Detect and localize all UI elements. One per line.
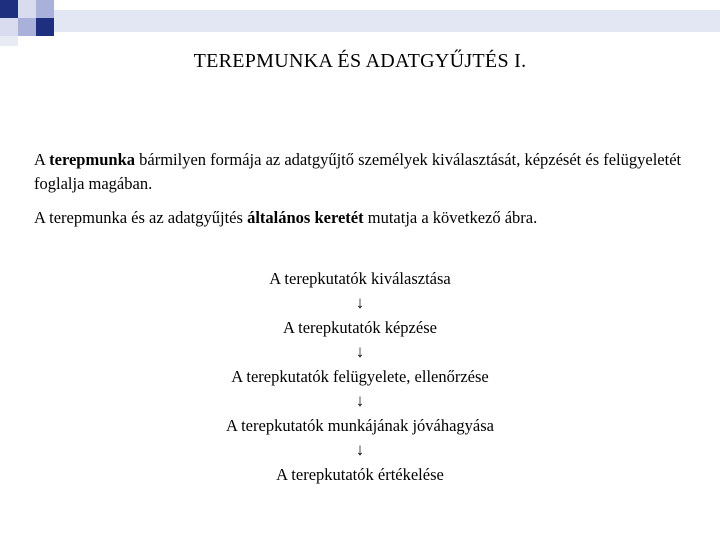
- decor-square-navy-1: [0, 0, 18, 18]
- process-flow: [0, 266, 720, 487]
- paragraph-definition-start: A: [34, 150, 50, 169]
- flow-step-selection: A terepkutatók kiválasztása: [269, 269, 451, 288]
- flow-step-training: A terepkutatók képzése: [283, 318, 437, 337]
- down-arrow-icon: ↓: [355, 342, 365, 361]
- flow-step-validation: A terepkutatók munkájának jóváhagyása: [225, 416, 495, 435]
- paragraph-framework-start: A terepmunka és az adatgyűjtés: [34, 208, 248, 227]
- paragraph-definition-bold: terepmunka: [49, 150, 136, 169]
- paragraph-framework-bold: általános keretét: [247, 208, 364, 227]
- decor-square-light-3: [0, 36, 18, 46]
- decor-square-navy-2: [36, 18, 54, 36]
- decor-square-light-1: [18, 0, 36, 18]
- decor-square-periwinkle-2: [18, 18, 36, 36]
- paragraph-framework: [34, 206, 684, 230]
- header-decoration: [0, 0, 720, 48]
- down-arrow-icon: ↓: [355, 440, 365, 459]
- decor-header-bar: [54, 10, 720, 32]
- paragraph-definition-rest: bármilyen formája az adatgyűjtő személyek kiválasztását, képzését és felügyeletét foglalja magában.: [34, 150, 682, 193]
- down-arrow-icon: ↓: [355, 293, 365, 312]
- flow-step-supervision: A terepkutatók felügyelete, ellenőrzése: [231, 367, 489, 386]
- paragraph-definition: [34, 148, 684, 196]
- decor-square-periwinkle-1: [36, 0, 54, 18]
- flow-step-evaluation: A terepkutatók értékelése: [276, 465, 444, 484]
- decor-square-light-2: [0, 18, 18, 36]
- slide-title: TEREPMUNKA ÉS ADATGYŰJTÉS I.: [193, 50, 527, 72]
- down-arrow-icon: ↓: [355, 391, 365, 410]
- paragraph-framework-rest: mutatja a következő ábra.: [363, 208, 538, 227]
